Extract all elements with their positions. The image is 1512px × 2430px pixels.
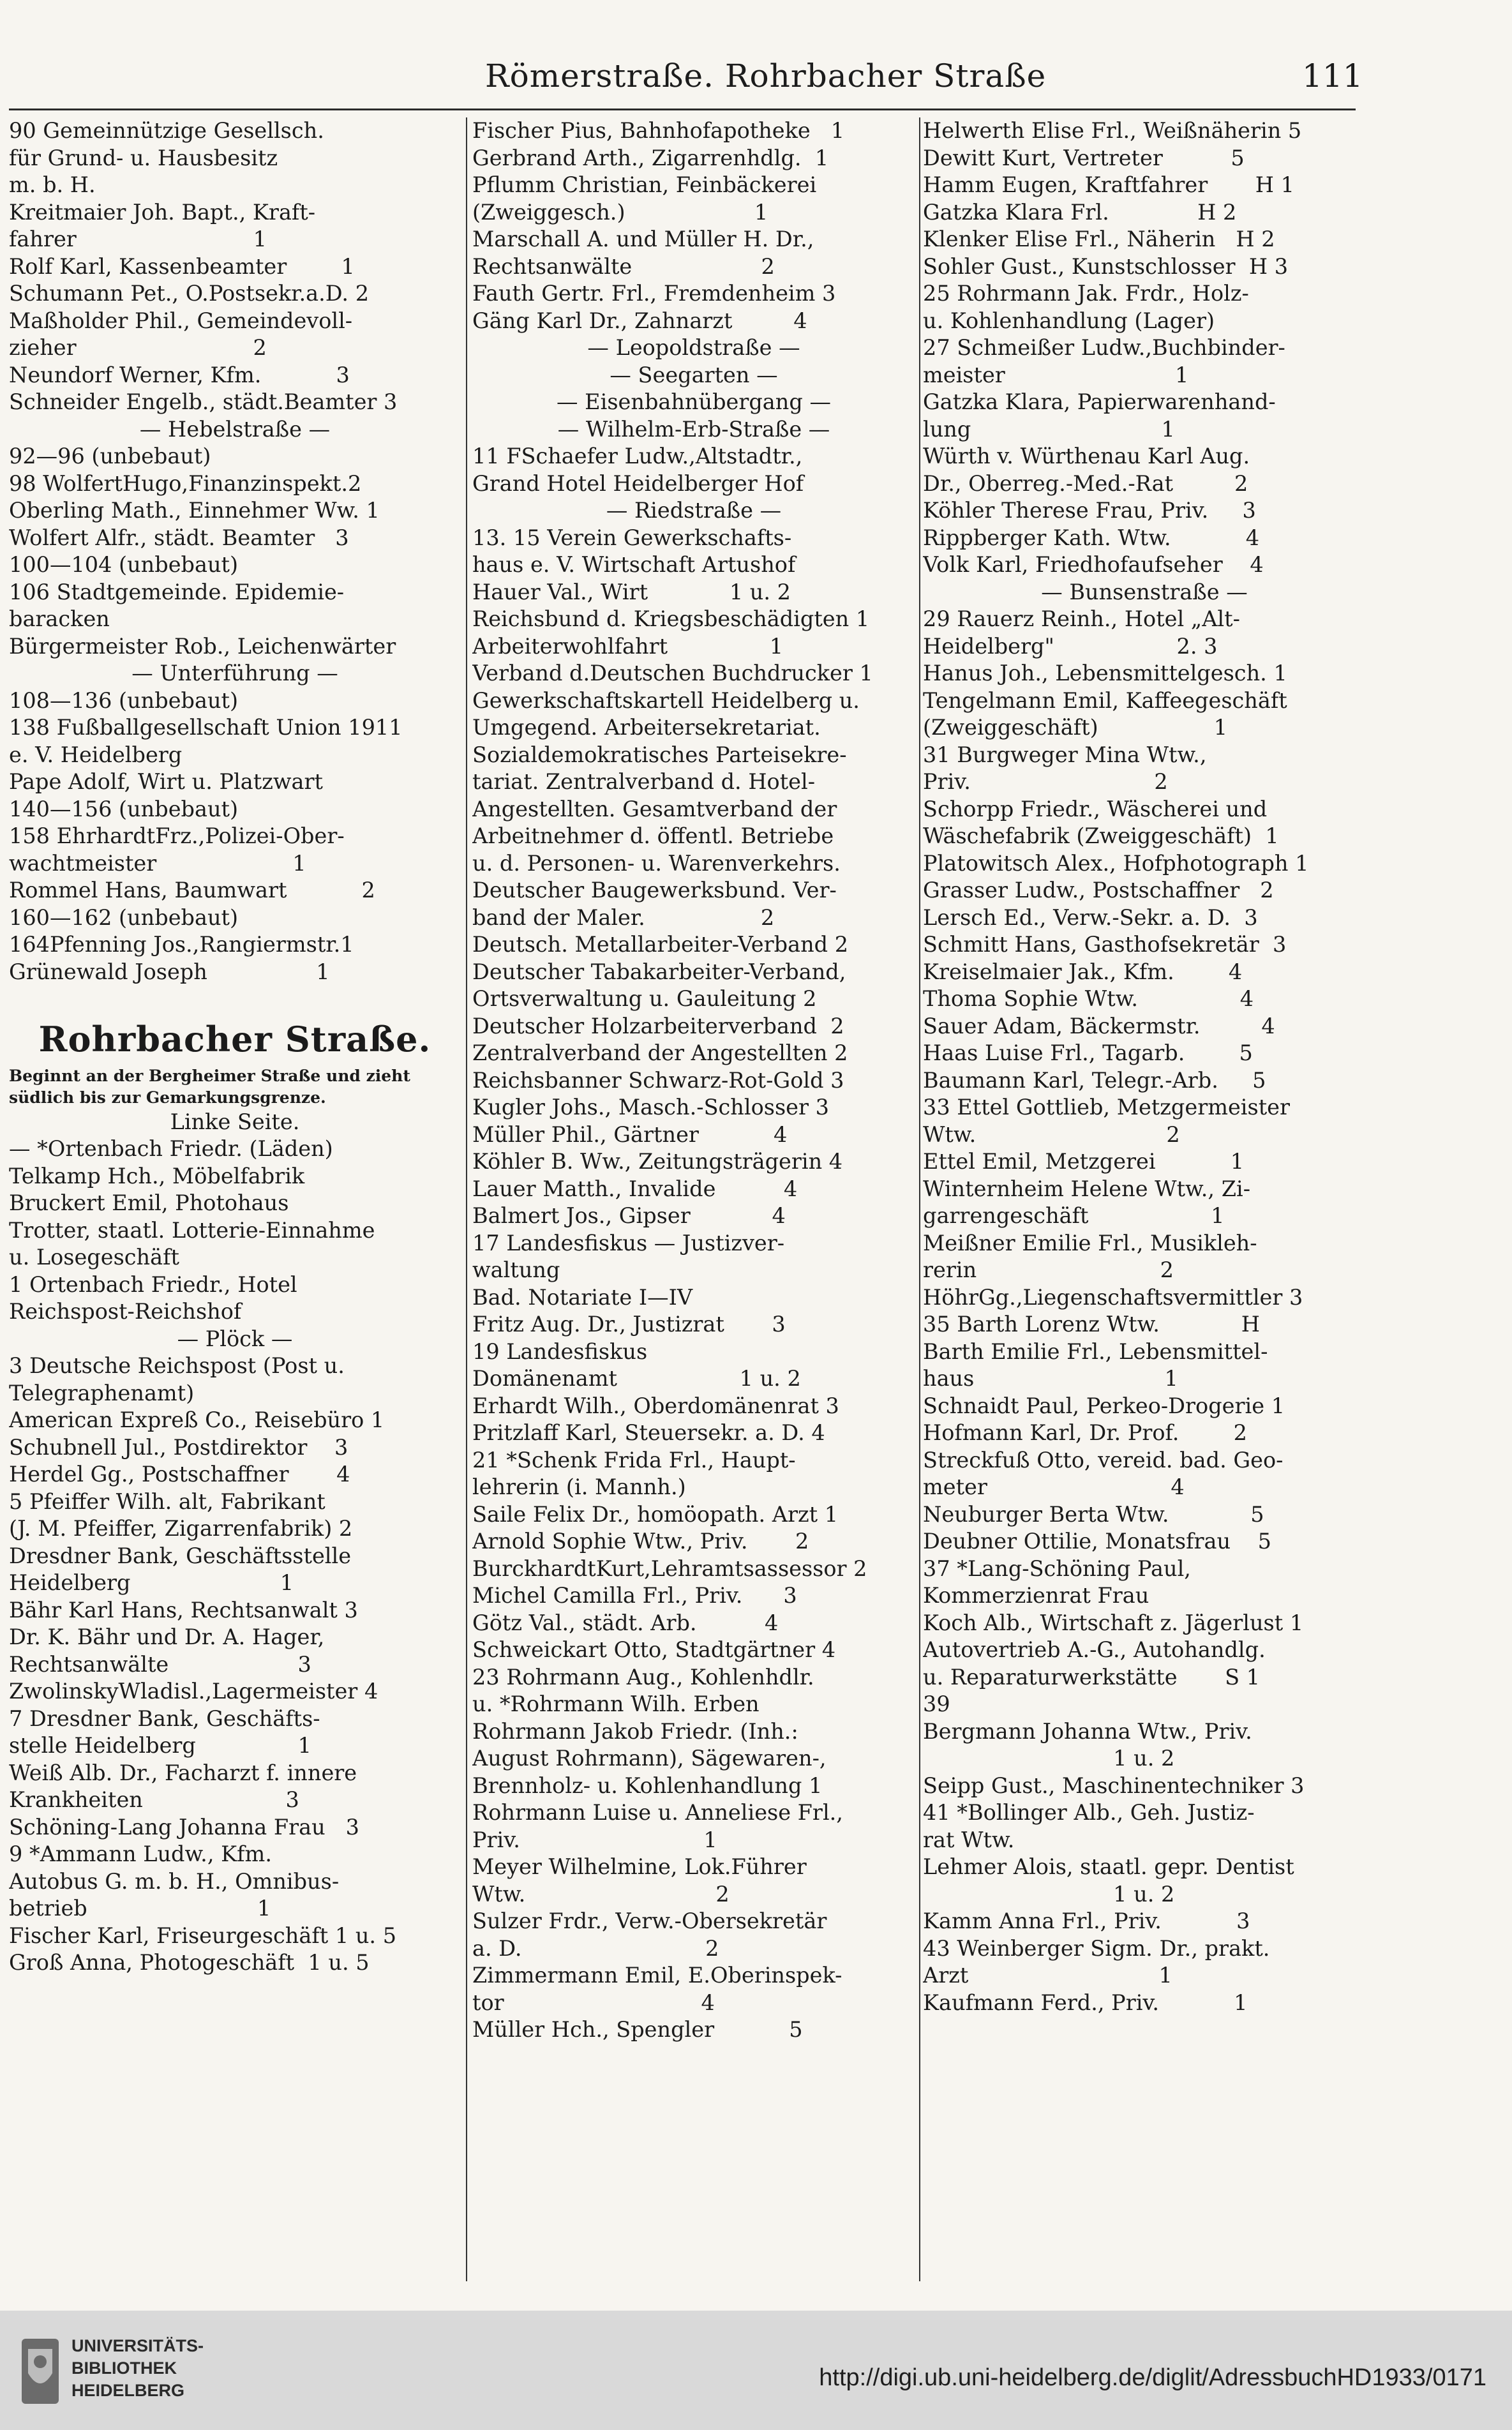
directory-entry: haus e. V. Wirtschaft Artushof [472, 552, 796, 577]
directory-entry: BurckhardtKurt,Lehramtsassessor 2 [472, 1556, 867, 1581]
directory-entry: tariat. Zentralverband d. Hotel- [472, 769, 816, 794]
directory-entry: Meyer Wilhelmine, Lok.Führer [472, 1854, 807, 1879]
directory-entry: Dresdner Bank, Geschäftsstelle [9, 1543, 352, 1568]
directory-entry: lehrerin (i. Mannh.) [472, 1474, 686, 1499]
directory-entry: Rippberger Kath. Wtw. 4 [923, 525, 1260, 550]
directory-entry: Reichspost-Reichshof [9, 1299, 242, 1324]
directory-entry: Streckfuß Otto, vereid. bad. Geo- [923, 1447, 1284, 1473]
directory-entry: Arbeitnehmer d. öffentl. Betriebe [472, 823, 834, 848]
directory-entry: 3 Deutsche Reichspost (Post u. [9, 1353, 345, 1378]
directory-entry: band der Maler. 2 [472, 904, 775, 930]
directory-entry: August Rohrmann), Sägewaren-, [472, 1746, 827, 1771]
directory-entry: Müller Hch., Spengler 5 [472, 2017, 803, 2042]
directory-entry: Ortsverwaltung u. Gauleitung 2 [472, 986, 817, 1011]
directory-entry: Fischer Karl, Friseurgeschäft 1 u. 5 [9, 1923, 397, 1948]
directory-entry: Umgegend. Arbeitersekretariat. [472, 715, 821, 740]
directory-entry: u. d. Personen- u. Warenverkehrs. [472, 850, 841, 876]
directory-entry: 41 *Bollinger Alb., Geh. Justiz- [923, 1800, 1255, 1825]
directory-entry: 1 Ortenbach Friedr., Hotel [9, 1271, 297, 1297]
directory-entry: stelle Heidelberg 1 [9, 1733, 311, 1758]
university-seal-icon [19, 2336, 61, 2406]
directory-entry: Rechtsanwälte 2 [472, 253, 775, 279]
directory-entry: Herdel Gg., Postschaffner 4 [9, 1462, 350, 1487]
directory-entry: 90 Gemeinnützige Gesellsch. [9, 118, 324, 143]
directory-entry: Neundorf Werner, Kfm. 3 [9, 362, 350, 387]
column-divider [919, 117, 920, 2281]
directory-entry: Michel Camilla Frl., Priv. 3 [472, 1583, 797, 1608]
directory-entry: Pape Adolf, Wirt u. Platzwart [9, 769, 323, 794]
directory-entry: Klenker Elise Frl., Näherin H 2 [923, 227, 1275, 251]
directory-entry: Neuburger Berta Wtw. 5 [923, 1501, 1264, 1527]
cross-street-heading: — Wilhelm-Erb-Straße — [557, 416, 830, 442]
directory-entry: Telkamp Hch., Möbelfabrik [9, 1163, 305, 1189]
directory-entry: 92—96 (unbebaut) [9, 444, 211, 469]
directory-entry: Oberling Math., Einnehmer Ww. 1 [9, 498, 380, 523]
cross-street-heading: — Seegarten — [610, 362, 778, 387]
cross-street-heading: — Unterführung — [131, 661, 338, 686]
directory-entry: Thoma Sophie Wtw. 4 [923, 986, 1254, 1011]
directory-entry: u. *Rohrmann Wilh. Erben [472, 1691, 760, 1716]
directory-entry: betrieb 1 [9, 1896, 271, 1921]
directory-entry: Lehmer Alois, staatl. gepr. Dentist [923, 1854, 1294, 1879]
directory-entry: Gewerkschaftskartell Heidelberg u. [472, 687, 860, 713]
directory-entry: Marschall A. und Müller H. Dr., [472, 227, 814, 251]
directory-entry: Bergmann Johanna Wtw., Priv. [923, 1718, 1252, 1744]
directory-entry: Reichsbund d. Kriegsbeschädigten 1 [472, 606, 870, 631]
directory-entry: lung 1 [923, 416, 1175, 442]
directory-entry: Wolfert Alfr., städt. Beamter 3 [9, 525, 349, 550]
directory-entry: Priv. 1 [472, 1827, 717, 1852]
directory-entry: Wtw. 2 [472, 1881, 730, 1907]
directory-entry: 17 Landesfiskus — Justizver- [472, 1230, 785, 1256]
directory-entry: 160—162 (unbebaut) [9, 904, 239, 930]
cross-street-heading: — Leopoldstraße — [587, 335, 800, 360]
directory-entry: Helwerth Elise Frl., Weißnäherin 5 [923, 118, 1302, 143]
directory-entry: Pflumm Christian, Feinbäckerei [472, 172, 817, 197]
cross-street-heading: — Plöck — [177, 1326, 293, 1351]
directory-entry: 23 Rohrmann Aug., Kohlenhdlr. [472, 1664, 814, 1690]
directory-entry: 5 Pfeiffer Wilh. alt, Fabrikant [9, 1489, 326, 1514]
directory-entry: Ettel Emil, Metzgerei 1 [923, 1149, 1245, 1174]
directory-entry: Lersch Ed., Verw.-Sekr. a. D. 3 [923, 904, 1258, 930]
directory-entry: Meißner Emilie Frl., Musikleh- [923, 1230, 1257, 1256]
source-link[interactable]: http://digi.ub.uni-heidelberg.de/diglit/AdressbuchHD1933/0171 [819, 2364, 1486, 2391]
directory-entry: für Grund- u. Hausbesitz [9, 145, 278, 170]
header-rule [9, 109, 1356, 110]
directory-entry: Heidelberg 1 [9, 1570, 294, 1595]
directory-entry: 43 Weinberger Sigm. Dr., prakt. [923, 1935, 1270, 1961]
directory-entry: Deutscher Holzarbeiterverband 2 [472, 1013, 844, 1039]
directory-entry: Dewitt Kurt, Vertreter 5 [923, 145, 1245, 170]
column-3 [923, 117, 1366, 2288]
directory-entry: Sozialdemokratisches Parteisekre- [472, 742, 847, 767]
street-heading: Rohrbacher Straße. [38, 1018, 431, 1060]
directory-entry: Kommerzienrat Frau [923, 1583, 1149, 1608]
directory-entry: Schnaidt Paul, Perkeo-Drogerie 1 [923, 1393, 1285, 1418]
directory-entry: garrengeschäft 1 [923, 1203, 1225, 1228]
directory-entry: Hofmann Karl, Dr. Prof. 2 [923, 1420, 1247, 1445]
directory-entry: Reichsbanner Schwarz-Rot-Gold 3 [472, 1067, 844, 1093]
directory-entry: Dr., Oberreg.-Med.-Rat 2 [923, 470, 1248, 496]
directory-entry: Pritzlaff Karl, Steuersekr. a. D. 4 [472, 1420, 825, 1445]
directory-entry: 138 Fußballgesellschaft Union 1911 [9, 715, 403, 740]
directory-entry: Gerbrand Arth., Zigarrenhdlg. 1 [472, 145, 829, 170]
directory-entry: Dr. K. Bähr und Dr. A. Hager, [9, 1624, 325, 1649]
directory-entry: Götz Val., städt. Arb. 4 [472, 1610, 779, 1635]
directory-entry: Saile Felix Dr., homöopath. Arzt 1 [472, 1501, 839, 1527]
directory-entry: u. Kohlenhandlung (Lager) [923, 308, 1215, 333]
directory-entry: Balmert Jos., Gipser 4 [472, 1203, 786, 1228]
directory-entry: 13. 15 Verein Gewerkschafts- [472, 525, 792, 550]
running-head: Römerstraße. Rohrbacher Straße [485, 57, 1047, 94]
directory-entry: Schöning-Lang Johanna Frau 3 [9, 1814, 359, 1840]
spacer [9, 986, 461, 1013]
directory-entry: Fischer Pius, Bahnhofapotheke 1 [472, 118, 845, 143]
directory-entry: wachtmeister 1 [9, 850, 306, 876]
directory-entry: Grand Hotel Heidelberger Hof [472, 470, 804, 496]
directory-entry: Sohler Gust., Kunstschlosser H 3 [923, 253, 1289, 279]
directory-entry: (J. M. Pfeiffer, Zigarrenfabrik) 2 [9, 1516, 353, 1541]
directory-entry: 27 Schmeißer Ludw.,Buchbinder- [923, 335, 1285, 360]
directory-entry: ZwolinskyWladisl.,Lagermeister 4 [9, 1679, 378, 1704]
cross-street-heading: — Hebelstraße — [139, 416, 331, 442]
directory-entry: (Zweiggesch.) 1 [472, 199, 768, 225]
directory-entry: Volk Karl, Friedhofaufseher 4 [923, 552, 1264, 577]
library-name: UNIVERSITÄTS- BIBLIOTHEK HEIDELBERG [71, 2336, 204, 2400]
directory-entry: 33 Ettel Gottlieb, Metzgermeister [923, 1095, 1291, 1120]
directory-entry: 158 EhrhardtFrz.,Polizei-Ober- [9, 823, 345, 848]
directory-entry: Trotter, staatl. Lotterie-Einnahme [9, 1217, 375, 1243]
directory-entry: Gäng Karl Dr., Zahnarzt 4 [472, 308, 807, 333]
directory-entry: Telegraphenamt) [9, 1380, 195, 1406]
directory-entry: — *Ortenbach Friedr. (Läden) [9, 1136, 333, 1161]
directory-entry: Sauer Adam, Bäckermstr. 4 [923, 1013, 1275, 1039]
directory-entry: 98 WolfertHugo,Finanzinspekt.2 [9, 470, 362, 496]
directory-entry: m. b. H. [9, 172, 96, 197]
directory-entry: Erhardt Wilh., Oberdomänenrat 3 [472, 1393, 839, 1418]
directory-entry: 37 *Lang-Schöning Paul, [923, 1556, 1191, 1581]
directory-entry: Bähr Karl Hans, Rechtsanwalt 3 [9, 1597, 358, 1623]
directory-entry: Schmitt Hans, Gasthofsekretär 3 [923, 932, 1287, 957]
directory-entry: haus 1 [923, 1366, 1178, 1391]
directory-entry: u. Reparaturwerkstätte S 1 [923, 1664, 1261, 1690]
directory-entry: Bürgermeister Rob., Leichenwärter [9, 633, 396, 659]
directory-entry: Arzt 1 [923, 1963, 1172, 1988]
directory-entry: rat Wtw. [923, 1827, 1015, 1852]
directory-entry: Platowitsch Alex., Hofphotograph 1 [923, 850, 1309, 876]
directory-entry: 140—156 (unbebaut) [9, 796, 239, 821]
directory-entry: 1 u. 2 [923, 1881, 1175, 1907]
directory-entry: 1 u. 2 [923, 1746, 1175, 1771]
directory-entry: Kreiselmaier Jak., Kfm. 4 [923, 959, 1243, 984]
directory-entry: Autobus G. m. b. H., Omnibus- [9, 1868, 340, 1894]
directory-entry: e. V. Heidelberg [9, 742, 183, 767]
directory-entry: 31 Burgweger Mina Wtw., [923, 742, 1207, 767]
column-1 [9, 117, 461, 2288]
directory-entry: Grasser Ludw., Postschaffner 2 [923, 878, 1274, 903]
directory-entry: Krankheiten 3 [9, 1787, 299, 1812]
directory-entry: 11 FSchaefer Ludw.,Altstadtr., [472, 444, 803, 469]
directory-entry: HöhrGg.,Liegenschaftsvermittler 3 [923, 1284, 1303, 1310]
directory-entry: Deutsch. Metallarbeiter-Verband 2 [472, 932, 849, 957]
directory-entry: Sulzer Frdr., Verw.-Obersekretär [472, 1909, 827, 1933]
directory-entry: Hanus Joh., Lebensmittelgesch. 1 [923, 661, 1287, 686]
column-divider [466, 117, 467, 2281]
directory-entry: 21 *Schenk Frida Frl., Haupt- [472, 1447, 796, 1473]
directory-entry: u. Losegeschäft [9, 1245, 179, 1270]
directory-entry: Kamm Anna Frl., Priv. 3 [923, 1909, 1250, 1933]
directory-entry: Wäschefabrik (Zweiggeschäft) 1 [923, 823, 1279, 848]
directory-entry: 39 [923, 1691, 950, 1716]
directory-entry: meter 4 [923, 1474, 1185, 1499]
directory-entry: Barth Emilie Frl., Lebensmittel- [923, 1339, 1268, 1364]
directory-entry: Schweickart Otto, Stadtgärtner 4 [472, 1637, 836, 1662]
directory-entry: zieher 2 [9, 335, 267, 360]
cross-street-heading: Linke Seite. [170, 1109, 300, 1134]
directory-entry: Kaufmann Ferd., Priv. 1 [923, 1990, 1248, 2015]
street-description: Beginnt an der Bergheimer Straße und zieht [9, 1066, 410, 1085]
directory-entry: Gatzka Klara Frl. H 2 [923, 199, 1237, 225]
directory-entry: meister 1 [923, 362, 1189, 387]
directory-entry: Weiß Alb. Dr., Facharzt f. innere [9, 1760, 357, 1785]
directory-entry: Domänenamt 1 u. 2 [472, 1366, 801, 1391]
directory-entry: Zentralverband der Angestellten 2 [472, 1040, 848, 1065]
column-2 [472, 117, 915, 2288]
directory-entry: 9 *Ammann Ludw., Kfm. [9, 1841, 272, 1866]
directory-entry: a. D. 2 [472, 1935, 719, 1961]
directory-entry: Lauer Matth., Invalide 4 [472, 1176, 798, 1201]
directory-entry: Rechtsanwälte 3 [9, 1651, 311, 1677]
directory-entry: Baumann Karl, Telegr.-Arb. 5 [923, 1067, 1266, 1093]
cross-street-heading: — Bunsenstraße — [1041, 579, 1248, 604]
directory-entry: Deutscher Baugewerksbund. Ver- [472, 878, 837, 903]
directory-entry: Autovertrieb A.-G., Autohandlg. [923, 1637, 1266, 1662]
directory-entry: Deubner Ottilie, Monatsfrau 5 [923, 1529, 1271, 1554]
directory-entry: 106 Stadtgemeinde. Epidemie- [9, 579, 345, 604]
directory-entry: Fauth Gertr. Frl., Fremdenheim 3 [472, 281, 836, 306]
directory-entry: Köhler B. Ww., Zeitungsträgerin 4 [472, 1149, 843, 1174]
directory-entry: Haas Luise Frl., Tagarb. 5 [923, 1040, 1253, 1065]
directory-entry: 35 Barth Lorenz Wtw. H [923, 1312, 1260, 1337]
directory-entry: Kreitmaier Joh. Bapt., Kraft- [9, 199, 316, 225]
directory-entry: Groß Anna, Photogeschäft 1 u. 5 [9, 1950, 370, 1975]
directory-entry: Gatzka Klara, Papierwarenhand- [923, 389, 1276, 414]
directory-entry: Rommel Hans, Baumwart 2 [9, 878, 375, 903]
directory-entry: 7 Dresdner Bank, Geschäfts- [9, 1706, 320, 1731]
street-description: südlich bis zur Gemarkungsgrenze. [9, 1088, 326, 1107]
directory-entry: fahrer 1 [9, 227, 267, 251]
directory-entry: Seipp Gust., Maschinentechniker 3 [923, 1773, 1305, 1798]
directory-entry: 19 Landesfiskus [472, 1339, 648, 1364]
directory-entry: Winternheim Helene Wtw., Zi- [923, 1176, 1251, 1201]
directory-entry: Arbeiterwohlfahrt 1 [472, 633, 784, 659]
directory-entry: Grünewald Joseph 1 [9, 959, 330, 984]
directory-entry: American Expreß Co., Reisebüro 1 [9, 1407, 385, 1432]
page-number: 111 [1302, 57, 1363, 94]
directory-entry: Würth v. Würthenau Karl Aug. [923, 444, 1250, 469]
directory-entry: Rohrmann Luise u. Anneliese Frl., [472, 1800, 843, 1825]
directory-entry: Rohrmann Jakob Friedr. (Inh.: [472, 1718, 798, 1744]
directory-entry: Koch Alb., Wirtschaft z. Jägerlust 1 [923, 1610, 1304, 1635]
directory-entry: Deutscher Tabakarbeiter-Verband, [472, 959, 846, 984]
directory-entry: Köhler Therese Frau, Priv. 3 [923, 498, 1256, 523]
directory-entry: Wtw. 2 [923, 1121, 1180, 1147]
directory-entry: Hamm Eugen, Kraftfahrer H 1 [923, 172, 1294, 197]
directory-entry: waltung [472, 1257, 560, 1282]
directory-entry: Fritz Aug. Dr., Justizrat 3 [472, 1312, 786, 1337]
directory-entry: Bruckert Emil, Photohaus [9, 1190, 289, 1215]
directory-entry: 100—104 (unbebaut) [9, 552, 239, 577]
directory-entry: Hauer Val., Wirt 1 u. 2 [472, 579, 791, 604]
directory-entry: Bad. Notariate I—IV [472, 1284, 693, 1310]
directory-entry: Rolf Karl, Kassenbeamter 1 [9, 253, 355, 279]
directory-entry: rerin 2 [923, 1257, 1174, 1282]
directory-entry: Arnold Sophie Wtw., Priv. 2 [472, 1529, 809, 1554]
directory-entry: Schubnell Jul., Postdirektor 3 [9, 1434, 348, 1460]
directory-entry: 25 Rohrmann Jak. Frdr., Holz- [923, 281, 1249, 306]
directory-entry: 108—136 (unbebaut) [9, 687, 239, 713]
directory-entry: Schneider Engelb., städt.Beamter 3 [9, 389, 398, 414]
directory-entry: Schumann Pet., O.Postsekr.a.D. 2 [9, 281, 370, 306]
directory-entry: Angestellten. Gesamtverband der [472, 796, 837, 821]
page-header [0, 46, 1512, 110]
cross-street-heading: — Riedstraße — [606, 498, 782, 523]
directory-entry: (Zweiggeschäft) 1 [923, 715, 1228, 740]
directory-entry: Tengelmann Emil, Kaffeegeschäft [923, 687, 1287, 713]
directory-entry: 29 Rauerz Reinh., Hotel „Alt- [923, 606, 1240, 631]
directory-entry: Müller Phil., Gärtner 4 [472, 1121, 788, 1147]
directory-entry: Priv. 2 [923, 769, 1168, 794]
directory-entry: Brennholz- u. Kohlenhandlung 1 [472, 1773, 823, 1798]
cross-street-heading: — Eisenbahnübergang — [557, 389, 831, 414]
directory-entry: Schorpp Friedr., Wäscherei und [923, 796, 1268, 821]
directory-entry: tor 4 [472, 1990, 715, 2015]
directory-entry: Verband d.Deutschen Buchdrucker 1 [472, 661, 873, 686]
directory-entry: Heidelberg" 2. 3 [923, 633, 1218, 659]
directory-entry: 164Pfenning Jos.,Rangiermstr.1 [9, 932, 354, 957]
directory-entry: Zimmermann Emil, E.Oberinspek- [472, 1963, 842, 1988]
directory-entry: Kugler Johs., Masch.-Schlosser 3 [472, 1095, 829, 1120]
directory-entry: Maßholder Phil., Gemeindevoll- [9, 308, 353, 333]
directory-entry: baracken [9, 606, 110, 631]
footer-bar [0, 2311, 1512, 2430]
